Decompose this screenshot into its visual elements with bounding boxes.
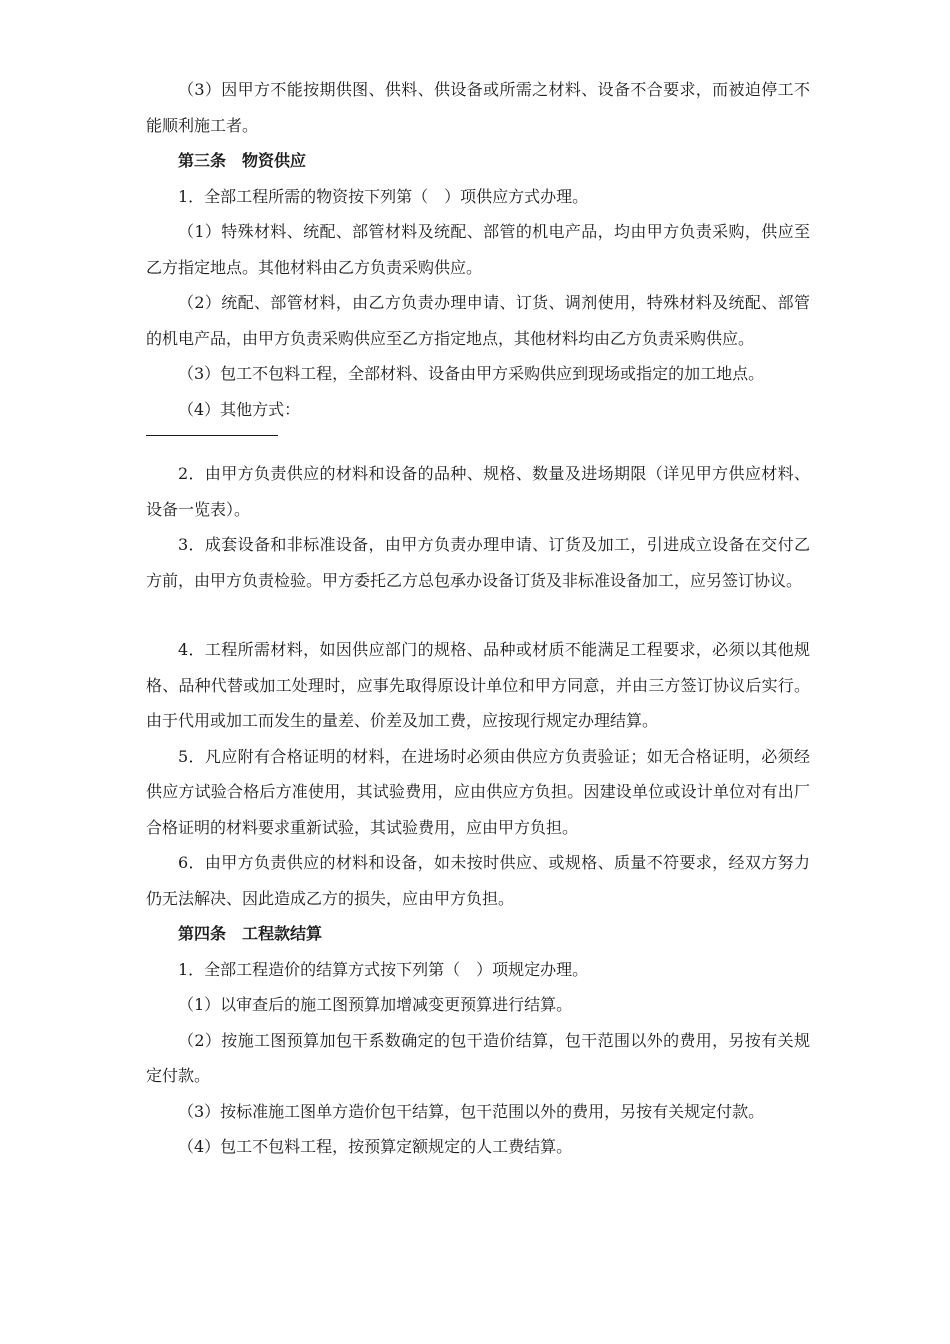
paragraph-supply-option-3: （3）包工不包料工程，全部材料、设备由甲方采购供应到现场或指定的加工地点。 [178,364,765,383]
fill-in-blank-line [146,435,278,436]
paragraph-settlement-option-2: （2）按施工图预算加包干系数确定的包干造价结算，包干范围以外的费用，另按有关规定付款。 [146,1030,810,1085]
heading-article-4: 第四条 工程款结算 [178,924,323,943]
paragraph-supply-item-6: 6．由甲方负责供应的材料和设备，如未按时供应、或规格、质量不符要求，经双方努力仍无法解决、因此造成乙方的损失，应由甲方负担。 [146,853,810,908]
paragraph-gap [146,598,810,632]
paragraph-supply-option-2: （2）统配、部管材料，由乙方负责办理申请、订货、调剂使用，特殊材料及统配、部管的机电产品，由甲方负责采购供应至乙方指定地点，其他材料均由乙方负责采购供应。 [146,293,810,348]
paragraph-supply-item-5: 5．凡应附有合格证明的材料，在进场时必须由供应方负责验证；如无合格证明，必须经供应方试验合格后方准使用，其试验费用，应由供应方负担。因建设单位或设计单位对有出厂合格证明的材料要求重新试验，其试验费用，应由甲方负担。 [146,746,810,837]
paragraph-settlement-option-4: （4）包工不包料工程，按预算定额规定的人工费结算。 [178,1137,573,1156]
paragraph-force-majeure-3: （3）因甲方不能按期供图、供料、供设备或所需之材料、设备不合要求，而被迫停工不能顺利施工者。 [146,80,810,135]
paragraph-supply-option-4: （4）其他方式： [178,399,301,419]
paragraph-settlement-method: 1．全部工程造价的结算方式按下列第（ ）项规定办理。 [178,959,589,979]
heading-article-3: 第三条 物资供应 [178,151,307,170]
document-page [146,72,810,1165]
paragraph-supply-method: 1．全部工程所需的物资按下列第（ ）项供应方式办理。 [178,186,589,206]
paragraph-supply-item-2: 2．由甲方负责供应的材料和设备的品种、规格、数量及进场期限（详见甲方供应材料、设备一览表）。 [146,464,810,519]
paragraph-settlement-option-3: （3）按标准施工图单方造价包干结算，包干范围以外的费用，另按有关规定付款。 [178,1101,765,1121]
paragraph-supply-item-4: 4．工程所需材料，如因供应部门的规格、品种或材质不能满足工程要求，必须以其他规格、品种代替或加工处理时，应事先取得原设计单位和甲方同意，并由三方签订协议后实行。由于代用或加工而发生的量差、价差及加工费，应按现行规定办理结算。 [146,640,810,730]
paragraph-settlement-option-1: （1）以审查后的施工图预算加增减变更预算进行结算。 [178,995,573,1014]
paragraph-supply-option-1: （1）特殊材料、统配、部管材料及统配、部管的机电产品，均由甲方负责采购，供应至乙方指定地点。其他材料由乙方负责采购供应。 [146,222,810,277]
paragraph-supply-item-3: 3．成套设备和非标准设备，由甲方负责办理申请、订货及加工，引进成立设备在交付乙方前，由甲方负责检验。甲方委托乙方总包承办设备订货及非标准设备加工，应另签订协议。 [146,535,810,590]
